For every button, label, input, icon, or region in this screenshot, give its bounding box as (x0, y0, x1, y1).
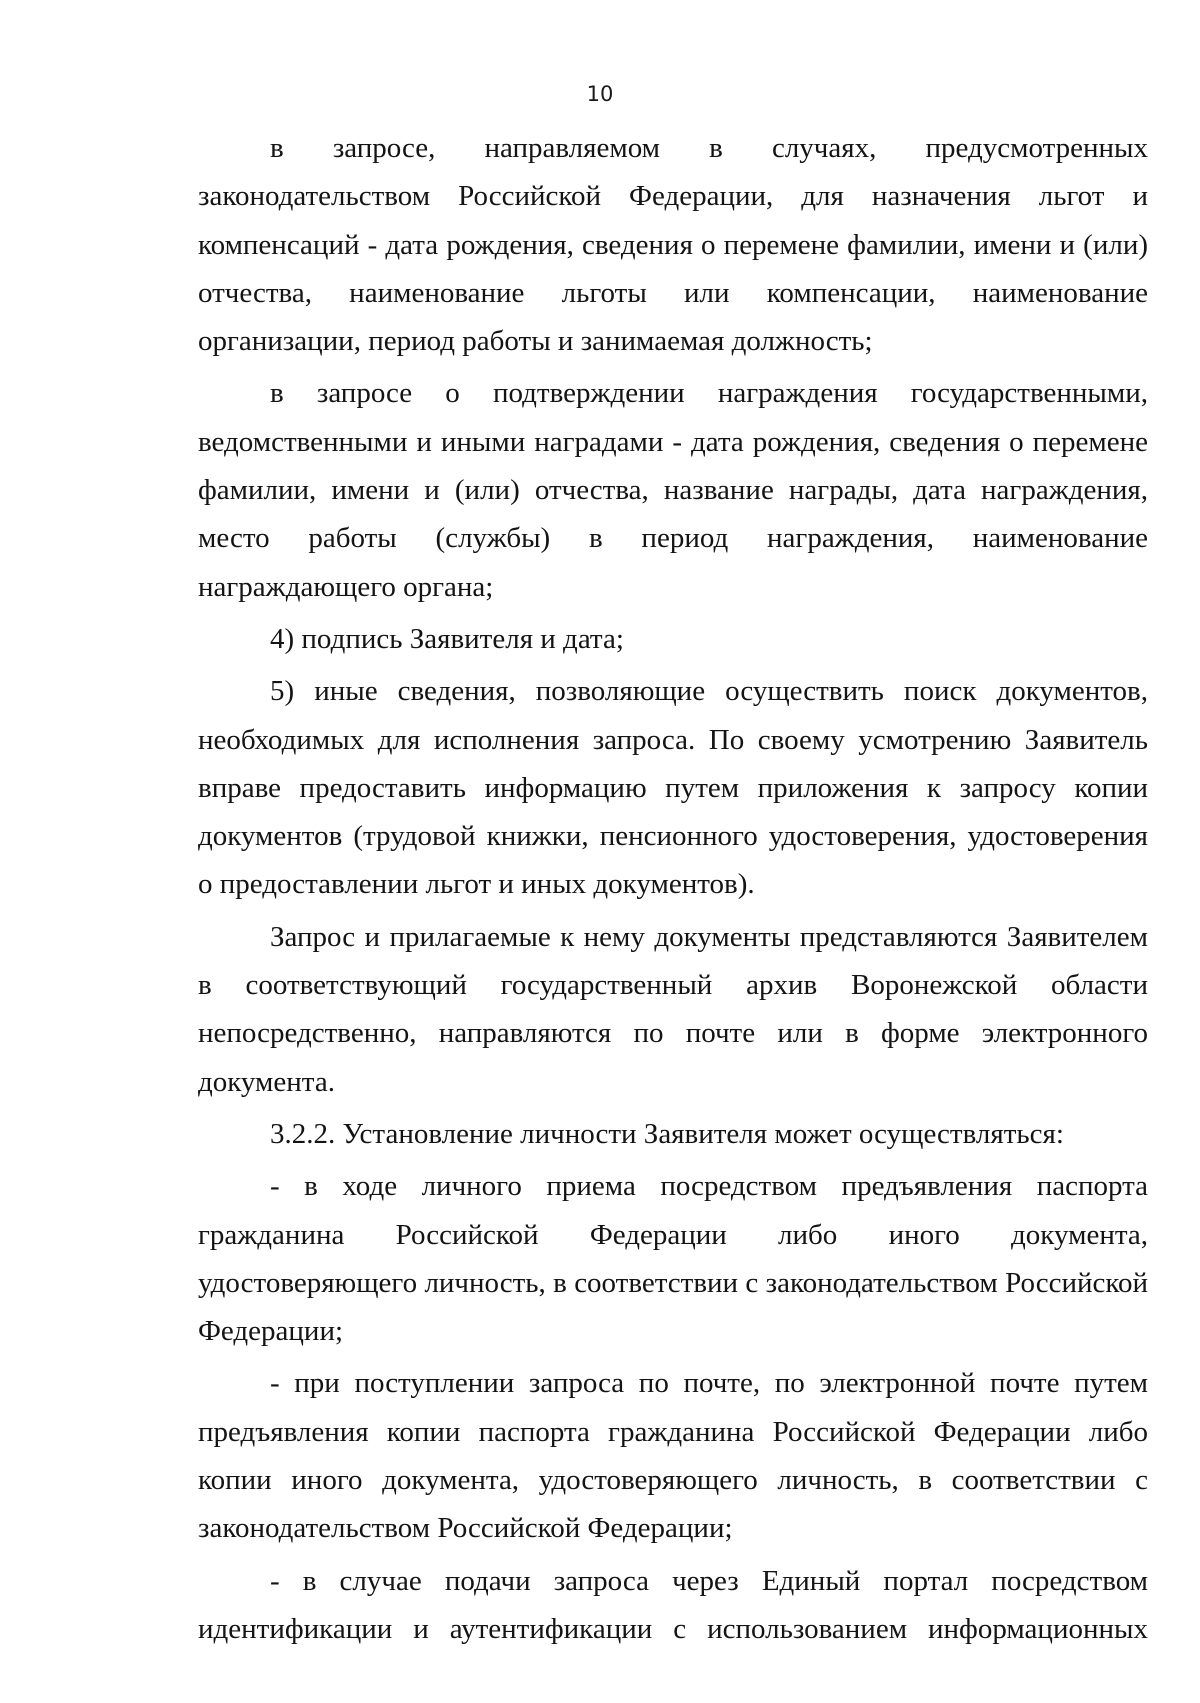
paragraph-identity-in-person: - в ходе личного приема посредством предъявления паспорта гражданина Российской Федерации либо иного документа, удостоверяющего личность, в соответствии с законодательством Российской Федерации; (198, 1170, 1148, 1348)
paragraph-signature-date: 4) подпись Заявителя и дата; (270, 622, 624, 655)
page-number: 10 (586, 82, 614, 106)
paragraph-identity-section-heading: 3.2.2. Установление личности Заявителя может осуществляться: (270, 1117, 1064, 1150)
paragraph-submission-methods: Запрос и прилагаемые к нему документы представляются Заявителем в соответствующий государственный архив Воронежской области непосредственно, направляются по почте или в форме электронного документа. (198, 920, 1148, 1098)
document-body (198, 124, 1148, 1657)
paragraph-identity-portal: - в случае подачи запроса через Единый портал посредством идентификации и аутентификации с использованием информационных (198, 1564, 1148, 1645)
paragraph-identity-by-mail: - при поступлении запроса по почте, по электронной почте путем предъявления копии паспорта гражданина Российской Федерации либо копии иного документа, удостоверяющего личность, в соответствии с законодательством Российской Федерации; (198, 1367, 1148, 1545)
paragraph-request-awards: в запросе о подтверждении награждения государственными, ведомственными и иными наградами - дата рождения, сведения о перемене фамилии, имени и (или) отчества, название награды, дата награждения, место работы (службы) в период награждения, наименование награждающего органа; (198, 377, 1148, 603)
paragraph-request-benefits: в запросе, направляемом в случаях, предусмотренных законодательством Российской Федерации, для назначения льгот и компенсаций - дата рождения, сведения о перемене фамилии, имени и (или) отчества, наименование льготы или компенсации, наименование организации, период работы и занимаемая должность; (198, 132, 1148, 358)
paragraph-other-information: 5) иные сведения, позволяющие осуществить поиск документов, необходимых для исполнения запроса. По своему усмотрению Заявитель вправе предоставить информацию путем приложения к запросу копии документов (трудовой книжки, пенсионного удостоверения, удостоверения о предоставлении льгот и иных документов). (198, 675, 1148, 901)
